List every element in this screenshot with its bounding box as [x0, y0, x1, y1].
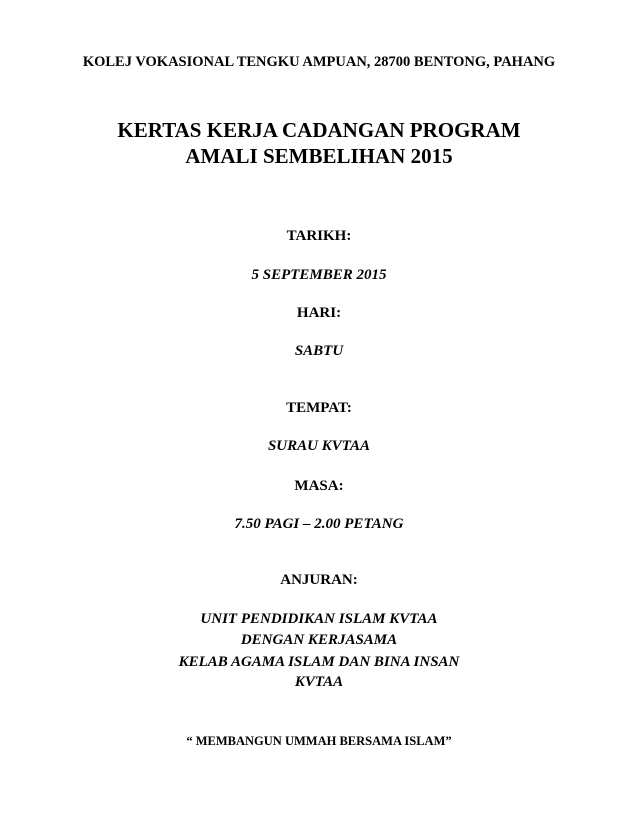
organizer-label: ANJURAN: — [280, 572, 358, 588]
organizer-line-2: DENGAN KERJASAMA — [240, 632, 398, 648]
motto: “ MEMBANGUN UMMAH BERSAMA ISLAM” — [186, 734, 452, 748]
organizer-line-1: UNIT PENDIDIKAN ISLAM KVTAA — [200, 611, 438, 627]
organizer-line-4: KVTAA — [294, 674, 344, 690]
day-label: HARI: — [296, 305, 342, 321]
document-title-line-1: KERTAS KERJA CADANGAN PROGRAM — [117, 118, 521, 142]
date-label: TARIKH: — [286, 228, 352, 244]
venue-label: TEMPAT: — [286, 400, 352, 416]
time-label: MASA: — [294, 478, 344, 494]
time-value: 7.50 PAGI – 2.00 PETANG — [234, 516, 404, 532]
document-title-line-2: AMALI SEMBELIHAN 2015 — [185, 144, 453, 168]
date-value: 5 SEPTEMBER 2015 — [251, 267, 387, 283]
institution-header: KOLEJ VOKASIONAL TENGKU AMPUAN, 28700 BENTONG, PAHANG — [82, 54, 556, 70]
day-value: SABTU — [294, 343, 344, 359]
venue-value: SURAU KVTAA — [267, 438, 371, 454]
organizer-line-3: KELAB AGAMA ISLAM DAN BINA INSAN — [178, 654, 460, 670]
